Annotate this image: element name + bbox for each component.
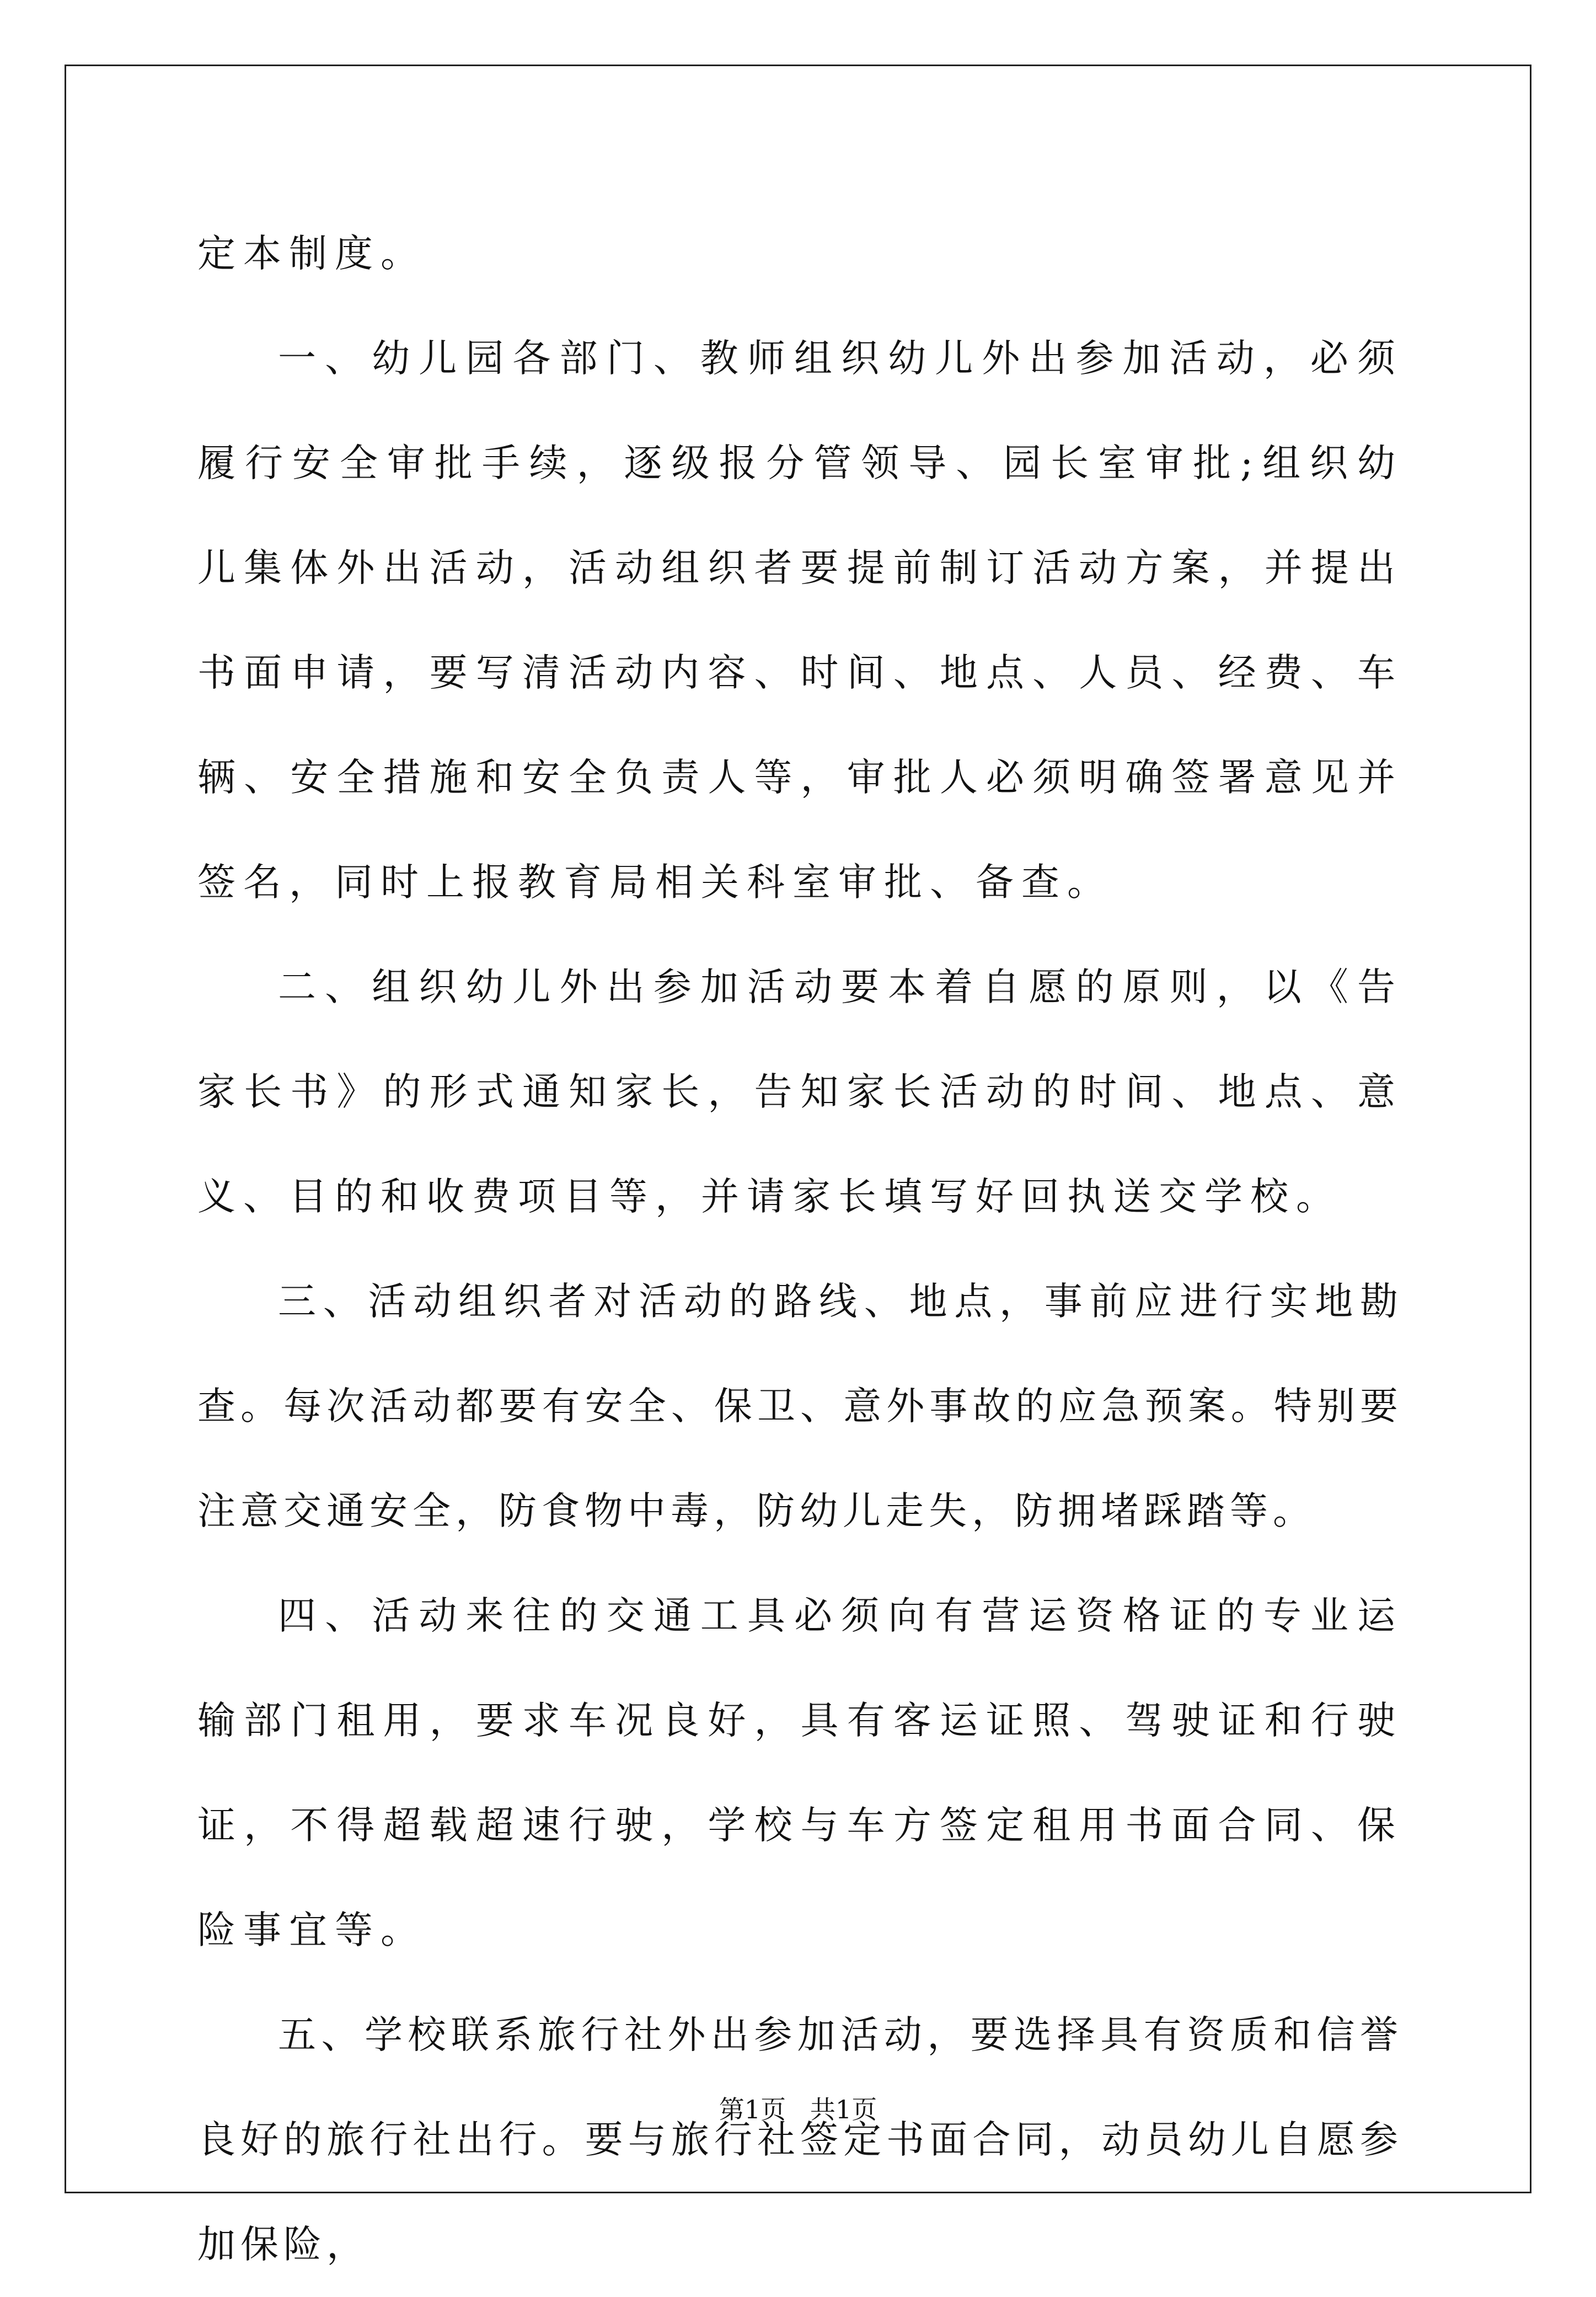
paragraph-rule-5: 五、学校联系旅行社外出参加活动，要选择具有资质和信誉良好的旅行社出行。要与旅行社签定书面合同，动员幼儿自愿参加保险， bbox=[197, 2013, 1403, 2267]
document-body bbox=[197, 201, 1403, 2297]
paragraph-continuation: 定本制度。 bbox=[197, 232, 426, 276]
page-footer: 第1页 共1页 bbox=[719, 2095, 877, 2124]
paragraph-rule-4: 四、活动来往的交通工具必须向有营运资格证的专业运输部门租用，要求车况良好，具有客运证照、驾驶证和行驶证，不得超载超速行驶，学校与车方签定租用书面合同、保险事宜等。 bbox=[197, 1594, 1403, 1952]
paragraph-rule-2: 二、组织幼儿外出参加活动要本着自愿的原则，以《告家长书》的形式通知家长，告知家长活动的时间、地点、意义、目的和收费项目等，并请家长填写好回执送交学校。 bbox=[197, 965, 1403, 1219]
paragraph-rule-3: 三、活动组织者对活动的路线、地点，事前应进行实地勘查。每次活动都要有安全、保卫、意外事故的应急预案。特别要注意交通安全，防食物中毒，防幼儿走失，防拥堵踩踏等。 bbox=[197, 1279, 1403, 1533]
paragraph-rule-1: 一、幼儿园各部门、教师组织幼儿外出参加活动，必须履行安全审批手续，逐级报分管领导、园长室审批;组织幼儿集体外出活动，活动组织者要提前制订活动方案，并提出书面申请，要写清活动内容、时间、地点、人员、经费、车辆、安全措施和安全负责人等，审批人必须明确签署意见并签名，同时上报教育局相关科室审批、备查。 bbox=[197, 336, 1403, 904]
